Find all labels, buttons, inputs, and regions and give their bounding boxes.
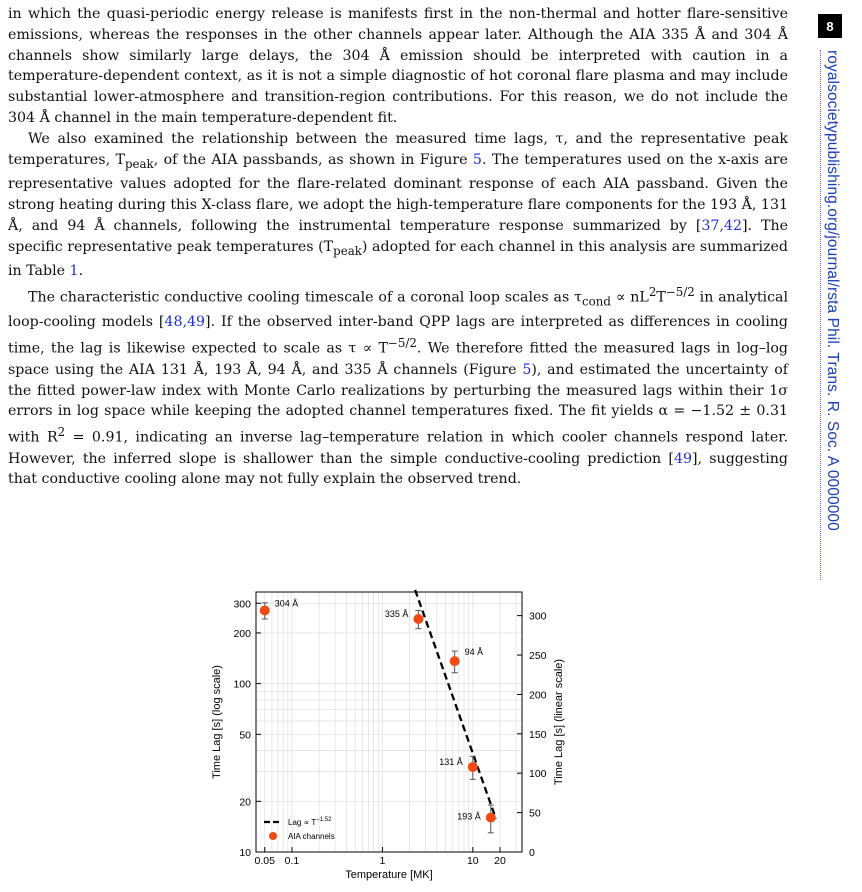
p3-text-e: ]. If the observed inter-band QPP lags are interpreted as differences in cooling time, the lag is likewise expected to scale as τ ∝ T [8,314,788,357]
data-point [413,614,423,624]
data-point [450,656,460,666]
sub-peak-2: peak [333,243,362,258]
article-body [8,4,788,490]
point-label: 193 Å [457,811,481,822]
citation-link[interactable]: 37,42 [701,217,742,234]
point-label: 94 Å [464,647,484,658]
p3-text-b: ∝ nL [610,289,649,306]
y-tick-label-left: 10 [239,847,251,859]
x-tick-label: 0.05 [254,855,275,867]
y-tick-label-right: 250 [529,650,547,663]
y-tick-label-right: 300 [529,610,547,623]
table-link[interactable]: 1 [69,263,79,280]
p3-text-f: . We therefore fitted the measured lags in log–log space using the AIA 131 Å, 193 Å, 94 Å, and 335 Å channels (Figure [8,340,788,378]
y-tick-label-left: 100 [233,678,251,691]
citation-link-2[interactable]: 48,49 [164,314,206,331]
y-tick-label-left: 50 [239,729,251,742]
sup-exp-2: −5/2 [387,336,417,351]
y-axis-label-right: Time Lag [s] (linear scale) [553,658,565,786]
figure-5-chart [200,582,580,882]
p3-text-g: ), and estimated the uncertainty of the fitted power-law index with Monte Carlo realizations by perturbing the measured lags within their 1σ errors in log space while keeping the adopted channel temperatures fixed. The fit yields α = −1.52 ± 0.31 with R [8,361,788,446]
legend-fit-label: Lag ∝ $T^{-1.52}$ [288,817,332,827]
paragraph-1: in which the quasi-periodic energy release is manifests first in the non-thermal and hotter flare-sensitive emissions, whereas the responses in the other channels appear later. Although the AIA 335 Å and 304 Å channels show similarly large delays, the 304 Å emission should be interpreted with caution in a temperature-dependent context, as it is not a simple diagnostic of hot coronal flare plasma and may include substantial lower-atmosphere and transition-region contributions. For this reason, we do not include the 304 Å channel in the main temperature-dependent fit. [8,6,788,126]
p3-text-h: = 0.91, indicating an inverse lag–temperature relation in which cooler channels respond later. However, the inferred slope is shallower than the simple conductive-cooling prediction [ [8,429,788,467]
x-tick-label: 0.1 [284,855,300,867]
legend-point-swatch [269,832,277,840]
data-point [486,813,496,823]
legend-points-label: AIA channels [288,832,335,841]
y-tick-label-right: 0 [529,847,535,859]
p2-text-f: . [78,263,84,280]
p3-text-c: T [656,289,666,306]
p3-text-a: The characteristic conductive cooling timescale of a coronal loop scales as τ [28,289,583,306]
figure-link-2[interactable]: 5 [522,361,532,378]
sup-2b: 2 [57,425,66,440]
data-point [468,762,478,772]
p2-text-c: . The temperatures used on the x-axis are representative values adopted for the flare-related dominant response of each AIA passband. Given the strong heating during this X-class flare, we adopt the high-temperature flare components for the 193 Å, 131 Å, and 94 Å channels, following the instrumental temperature response summarized by [ [8,151,788,234]
journal-side-text[interactable]: royalsocietypublishing.org/journal/rsta Phil. Trans. R. Soc. A 0000000 [824,50,841,531]
sup-exp: −5/2 [665,285,695,300]
y-tick-label-left: 300 [233,598,251,611]
legend-fit-exponent: −1.52 [316,817,332,823]
x-tick-label: 20 [494,855,506,867]
p2-text-d: ]. The specific representative peak temperatures (T [8,217,788,255]
point-label: 304 Å [274,598,299,609]
y-tick-label-right: 50 [529,807,541,820]
paragraph-2 [8,129,788,282]
journal-side-banner[interactable] [820,50,841,580]
plot-frame [256,592,522,852]
p2-text-b: , of the AIA passbands, as shown in Figure [153,151,473,168]
data-point [260,605,270,615]
page-number: 8 [818,14,842,38]
p3-text-i: ], suggesting that conductive cooling alone may not fully explain the observed trend. [8,450,788,488]
y-tick-label-right: 100 [529,768,547,781]
x-tick-label: 10 [466,855,479,867]
y-axis-label-left: Time Lag [s] (log scale) [211,665,223,779]
y-tick-label-right: 150 [529,728,547,741]
citation-link-3[interactable]: 49 [673,450,692,467]
fit-line [415,590,496,819]
y-tick-label-right: 200 [529,689,547,702]
sub-cond: cond [582,294,611,309]
y-tick-label-left: 20 [239,796,251,809]
lag-temperature-plot [200,582,580,882]
x-tick-label: 1 [379,855,386,867]
sub-peak: peak [124,156,154,171]
y-tick-label-left: 200 [233,627,251,640]
figure-link[interactable]: 5 [472,151,482,168]
point-label: 335 Å [384,608,409,619]
p2-text-a: We also examined the relationship between the measured time lags, τ, and the representative peak temperatures, T [8,130,788,168]
p2-text-e: ) adopted for each channel in this analysis are summarized in Table [8,238,788,280]
sup-2: 2 [648,285,657,300]
point-label: 131 Å [439,756,463,767]
p3-text-d: in analytical loop-cooling models [ [8,289,789,331]
paragraph-3 [8,282,788,490]
x-axis-label: Temperature [MK] [345,869,433,881]
